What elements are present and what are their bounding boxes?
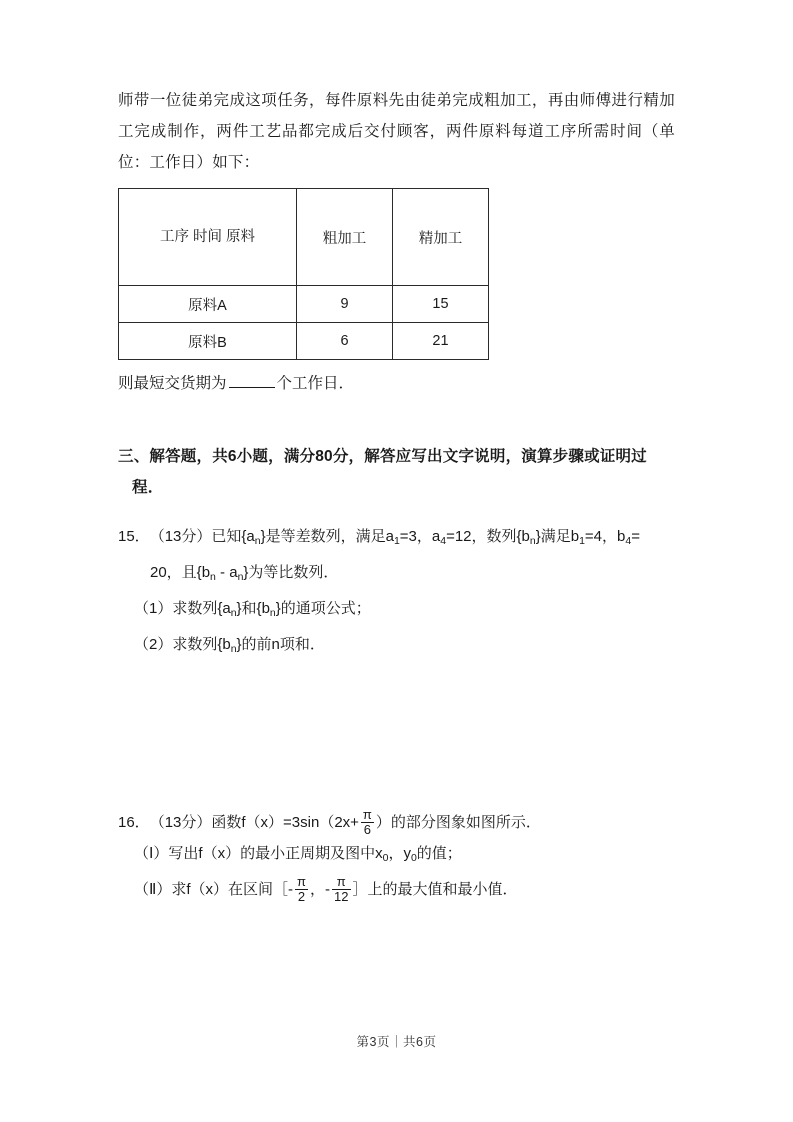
question-16	[118, 807, 675, 905]
q16-line1-b: ）的部分图象如图所示．	[375, 814, 541, 831]
corner-label-line3: 原料	[226, 228, 256, 245]
q15-part2-a: （2）求数列{b	[134, 636, 231, 653]
q15-part1-b: }和{b	[236, 600, 270, 617]
q16-part2-a: （Ⅱ）求f（x）在区间［-	[134, 881, 294, 898]
process-time-table-wrapper	[118, 188, 675, 360]
q15-line1-g: =	[631, 528, 640, 545]
q15-line1-b: }是等差数列，满足a	[260, 528, 394, 545]
q15-part1-c: }的通项公式；	[275, 600, 371, 617]
fraction-pi-over-2	[295, 875, 308, 903]
q15-line1-a: （13分）已知{a	[149, 528, 255, 545]
q15-part1-sub1: n	[230, 607, 237, 619]
cell-a-fine: 15	[393, 286, 489, 323]
q15-part-2	[118, 629, 675, 665]
q15-sub-a4: 4	[440, 535, 447, 547]
q15-line1-f: =4，b	[584, 528, 626, 545]
q15-sub-b1: 1	[579, 535, 585, 547]
section-heading-line1: 三、解答题，共6小题，满分80分，解答应写出文字说明，演算步骤或证明过	[118, 448, 647, 465]
q16-part1-sub2: 0	[410, 852, 417, 864]
q15-line2-b: - a	[215, 564, 238, 581]
section-heading	[118, 441, 675, 503]
q15-line2-sub2: n	[237, 571, 244, 583]
fraction-denominator: 6	[361, 822, 374, 837]
q15-line2-sub1: n	[210, 571, 216, 583]
row-label-material-a: 原料A	[119, 286, 297, 323]
q15-line1-c: =3，a	[399, 528, 441, 545]
q16-part1-c: 的值；	[416, 845, 462, 862]
fraction-numerator: π	[362, 806, 372, 822]
question-15	[118, 521, 675, 665]
column-header-rough: 粗加工	[297, 189, 393, 286]
q16-part-1	[118, 838, 675, 874]
q15-part-1	[118, 593, 675, 629]
fraction-denominator: 12	[334, 888, 349, 904]
q15-part2-b: }的前n项和．	[236, 636, 325, 653]
question-15-number: 15．	[118, 528, 150, 545]
q16-part1-a: （Ⅰ）写出f（x）的最小正周期及图中x	[134, 845, 383, 862]
table-row	[119, 323, 489, 360]
q15-line1-d: =12，数列{b	[446, 528, 530, 545]
table-row	[119, 286, 489, 323]
q15-sub-n1: n	[254, 535, 261, 547]
fraction-pi-over-12	[332, 875, 350, 903]
fraction-pi-over-6	[361, 808, 374, 836]
q16-part1-sub1: 0	[382, 852, 389, 864]
q15-sub-b4: 4	[625, 535, 632, 547]
q15-line2	[118, 557, 675, 593]
q15-line2-a: 20，且{b	[150, 564, 211, 581]
row-label-material-b: 原料B	[119, 323, 297, 360]
cell-a-rough: 9	[297, 286, 393, 323]
fraction-numerator: π	[297, 873, 307, 889]
fraction-numerator: π	[336, 873, 346, 889]
q15-sub-a1: 1	[393, 535, 400, 547]
fill-in-blank-line	[118, 369, 675, 399]
process-time-table	[118, 188, 489, 360]
cell-b-rough: 6	[297, 323, 393, 360]
question-16-number: 16．	[118, 814, 150, 831]
table-corner-header	[119, 189, 297, 286]
answer-blank	[229, 373, 275, 388]
column-header-fine: 精加工	[393, 189, 489, 286]
section-heading-line2: 程．	[132, 479, 164, 496]
q16-line1-a: （13分）函数f（x）=3sin（2x+	[149, 814, 359, 831]
cell-b-fine: 21	[393, 323, 489, 360]
fill-in-suffix: 个工作日．	[276, 375, 355, 392]
q15-sub-bn: n	[529, 535, 536, 547]
q16-part2-b: ，-	[310, 881, 331, 898]
table-header-row	[119, 189, 489, 286]
q15-part1-a: （1）求数列{a	[134, 600, 231, 617]
corner-label-line2: 时间	[193, 228, 222, 245]
q15-line1-e: }满足b	[535, 528, 580, 545]
q15-part1-sub2: n	[269, 607, 276, 619]
q15-part2-sub1: n	[230, 643, 237, 655]
intro-paragraph: 师带一位徒弟完成这项任务，每件原料先由徒弟完成粗加工，再由师傅进行精加工完成制作，两件工艺品都完成后交付顾客，两件原料每道工序所需时间（单位：工作日）如下：	[118, 92, 675, 171]
q16-part2-c: ］上的最大值和最小值．	[352, 881, 518, 898]
q16-part1-b: ，y	[388, 845, 411, 862]
fraction-denominator: 2	[295, 889, 308, 904]
page-footer: 第3页｜共6页	[356, 1035, 437, 1049]
q15-line2-c: }为等比数列．	[243, 564, 339, 581]
corner-label-line1: 工序	[159, 228, 189, 245]
fill-in-prefix: 则最短交货期为	[118, 375, 227, 392]
q16-part-2	[118, 874, 675, 905]
